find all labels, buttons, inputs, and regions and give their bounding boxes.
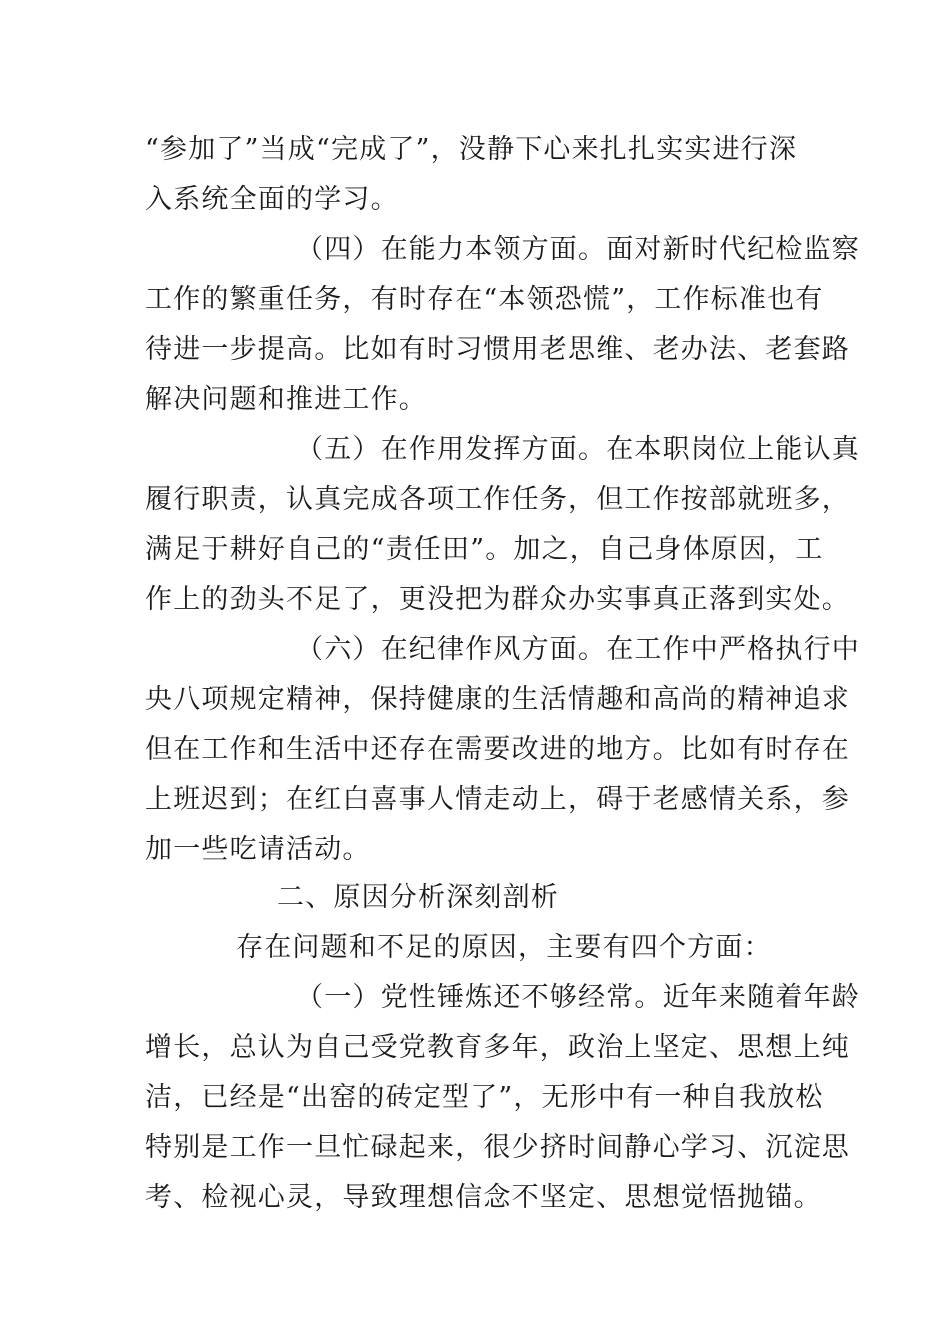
text-line: 特别是工作一旦忙碌起来，很少挤时间静心学习、沉淀思 — [145, 1132, 850, 1163]
text-line: 待进一步提高。比如有时习惯用老思维、老办法、老套路 — [145, 334, 850, 365]
section-heading-four: （四）在能力本领方面。面对新时代纪检监察 — [296, 234, 860, 265]
text-line: 央八项规定精神，保持健康的生活情趣和高尚的精神追求 — [145, 684, 850, 715]
text-line: 考、检视心灵，导致理想信念不坚定、思想觉悟抛锚。 — [145, 1182, 822, 1213]
text-line: 加一些吃请活动。 — [145, 834, 371, 865]
text-line: 洁，已经是“出窑的砖定型了”，无形中有一种自我放松 — [145, 1082, 824, 1113]
text-line: 履行职责，认真完成各项工作任务，但工作按部就班多， — [145, 484, 850, 515]
text-line: 作上的劲头不足了，更没把为群众办实事真正落到实处。 — [145, 584, 850, 615]
section-heading-one: （一）党性锤炼还不够经常。近年来随着年龄 — [296, 982, 860, 1013]
text-line: 但在工作和生活中还存在需要改进的地方。比如有时存在 — [145, 734, 850, 765]
text-line: “参加了”当成“完成了”，没静下心来扎扎实实进行深 — [145, 134, 798, 165]
text-line: 增长，总认为自己受党教育多年，政治上坚定、思想上纯 — [145, 1032, 850, 1063]
text-line: 上班迟到；在红白喜事人情走动上，碍于老感情关系，参 — [145, 784, 850, 815]
text-line: 入系统全面的学习。 — [145, 184, 399, 215]
text-line: 满足于耕好自己的“责任田”。加之，自己身体原因，工 — [145, 534, 824, 565]
intro-line: 存在问题和不足的原因，主要有四个方面： — [236, 932, 772, 963]
text-line: 工作的繁重任务，有时存在“本领恐慌”，工作标准也有 — [145, 284, 824, 315]
text-line: 解决问题和推进工作。 — [145, 384, 427, 415]
chapter-heading: 二、原因分析深刻剖析 — [277, 882, 559, 913]
section-heading-six: （六）在纪律作风方面。在工作中严格执行中 — [296, 634, 860, 665]
section-heading-five: （五）在作用发挥方面。在本职岗位上能认真 — [296, 434, 860, 465]
